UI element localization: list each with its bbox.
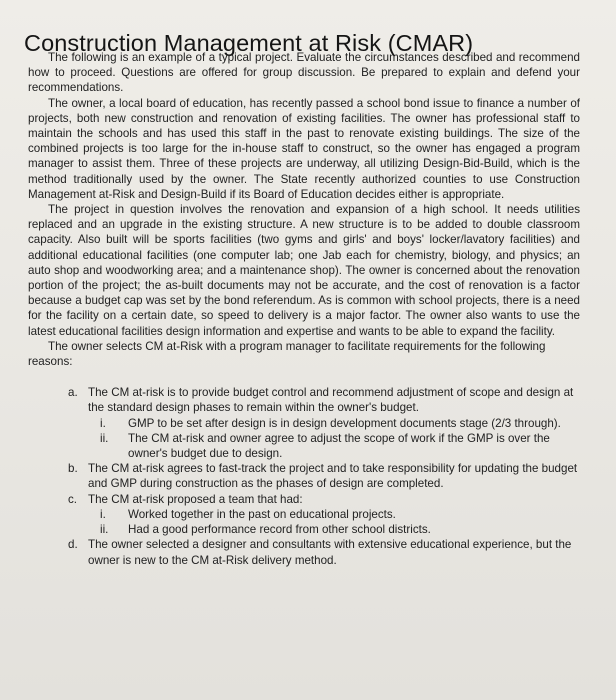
reason-text: The CM at-risk agrees to fast-track the project and to take responsibility for updating the budget and GMP during construction as the phases of design are completed. — [88, 462, 578, 491]
reason-item — [28, 461, 580, 491]
page-title: Construction Management at Risk (CMAR) — [24, 29, 474, 56]
reasons-list — [28, 385, 580, 567]
reason-item — [28, 385, 580, 461]
reason-text: The owner selected a designer and consultants with extensive educational experience, but the owner is new to the CM at-Risk delivery method. — [88, 538, 572, 567]
list-marker: b. — [68, 462, 78, 476]
sub-item — [88, 416, 580, 431]
sub-item — [88, 507, 580, 522]
reasons-lead-in: The owner selects CM at-Risk with a program manager to facilitate requirements for the following reasons: — [28, 339, 546, 369]
sub-list — [88, 416, 580, 462]
document-body — [28, 50, 580, 568]
paragraph-intro: The following is an example of a typical project. Evaluate the circumstances described and recommend how to proceed. Questions are offered for group discussion. Be prepared to explain and defend your recommendations. — [28, 51, 580, 95]
paragraph-project: The project in question involves the renovation and expansion of a high school. It needs utilities replaced and an upgrade in the existing structure. A new structure is to be added to double classroom capacity. Also built will be sports facilities (two gyms and girls' and boys' locker/lavatory facilities) and additional educational facilities (one computer lab; one Jab each for chemistry, biology, and physics; an auto shop and woodworking area; and a maintenance shop). The owner is concerned about the renovation portion of the project; the as-built documents may not be accurate, and the cost of renovation is a factor because a budget cap was set by the bond referendum. As is common with school projects, there is a need for the facility on a certain date, so speed to delivery is a major factor. The owner also wants to use the latest educational facilities design information and expertise and wants to be able to expand the facility. — [28, 203, 580, 338]
sub-marker: i. — [100, 416, 106, 430]
list-marker: c. — [68, 492, 78, 506]
reason-text: The CM at-risk proposed a team that had: — [88, 492, 303, 506]
sub-text: Worked together in the past on educational projects. — [128, 507, 396, 521]
sub-item — [88, 431, 580, 461]
sub-marker: ii. — [100, 523, 109, 537]
reason-item — [28, 492, 580, 538]
sub-marker: i. — [100, 507, 106, 521]
sub-item — [88, 522, 580, 537]
list-marker: d. — [68, 538, 78, 552]
paragraph-owner: The owner, a local board of education, has recently passed a school bond issue to finance a number of projects, both new construction and renovation of existing facilities. The owner has professional staff to maintain the schools and has used this staff in the past to renovate existing buildings. The size of the combined projects is too large for the in-house staff to construct, so the owner has engaged a program manager to assist them. Three of these projects are underway, all utilizing Design-Bid-Build, which is the method traditionally used by the owner. The State recently authorized counties to use Construction Management at-Risk and Design-Build if its Board of Education decides either is appropriate. — [28, 96, 580, 201]
sub-text: Had a good performance record from other school districts. — [128, 523, 431, 537]
sub-marker: ii. — [100, 431, 109, 445]
reason-item — [28, 537, 580, 567]
sub-list — [88, 507, 580, 537]
list-marker: a. — [68, 386, 78, 400]
reason-text: The CM at-risk is to provide budget control and recommend adjustment of scope and design at the standard design phases to remain within the owner's budget. — [88, 386, 574, 415]
sub-text: The CM at-risk and owner agree to adjust the scope of work if the GMP is over the owner's budget due to design. — [128, 431, 550, 461]
sub-text: GMP to be set after design is in design development documents stage (2/3 through). — [128, 416, 561, 430]
